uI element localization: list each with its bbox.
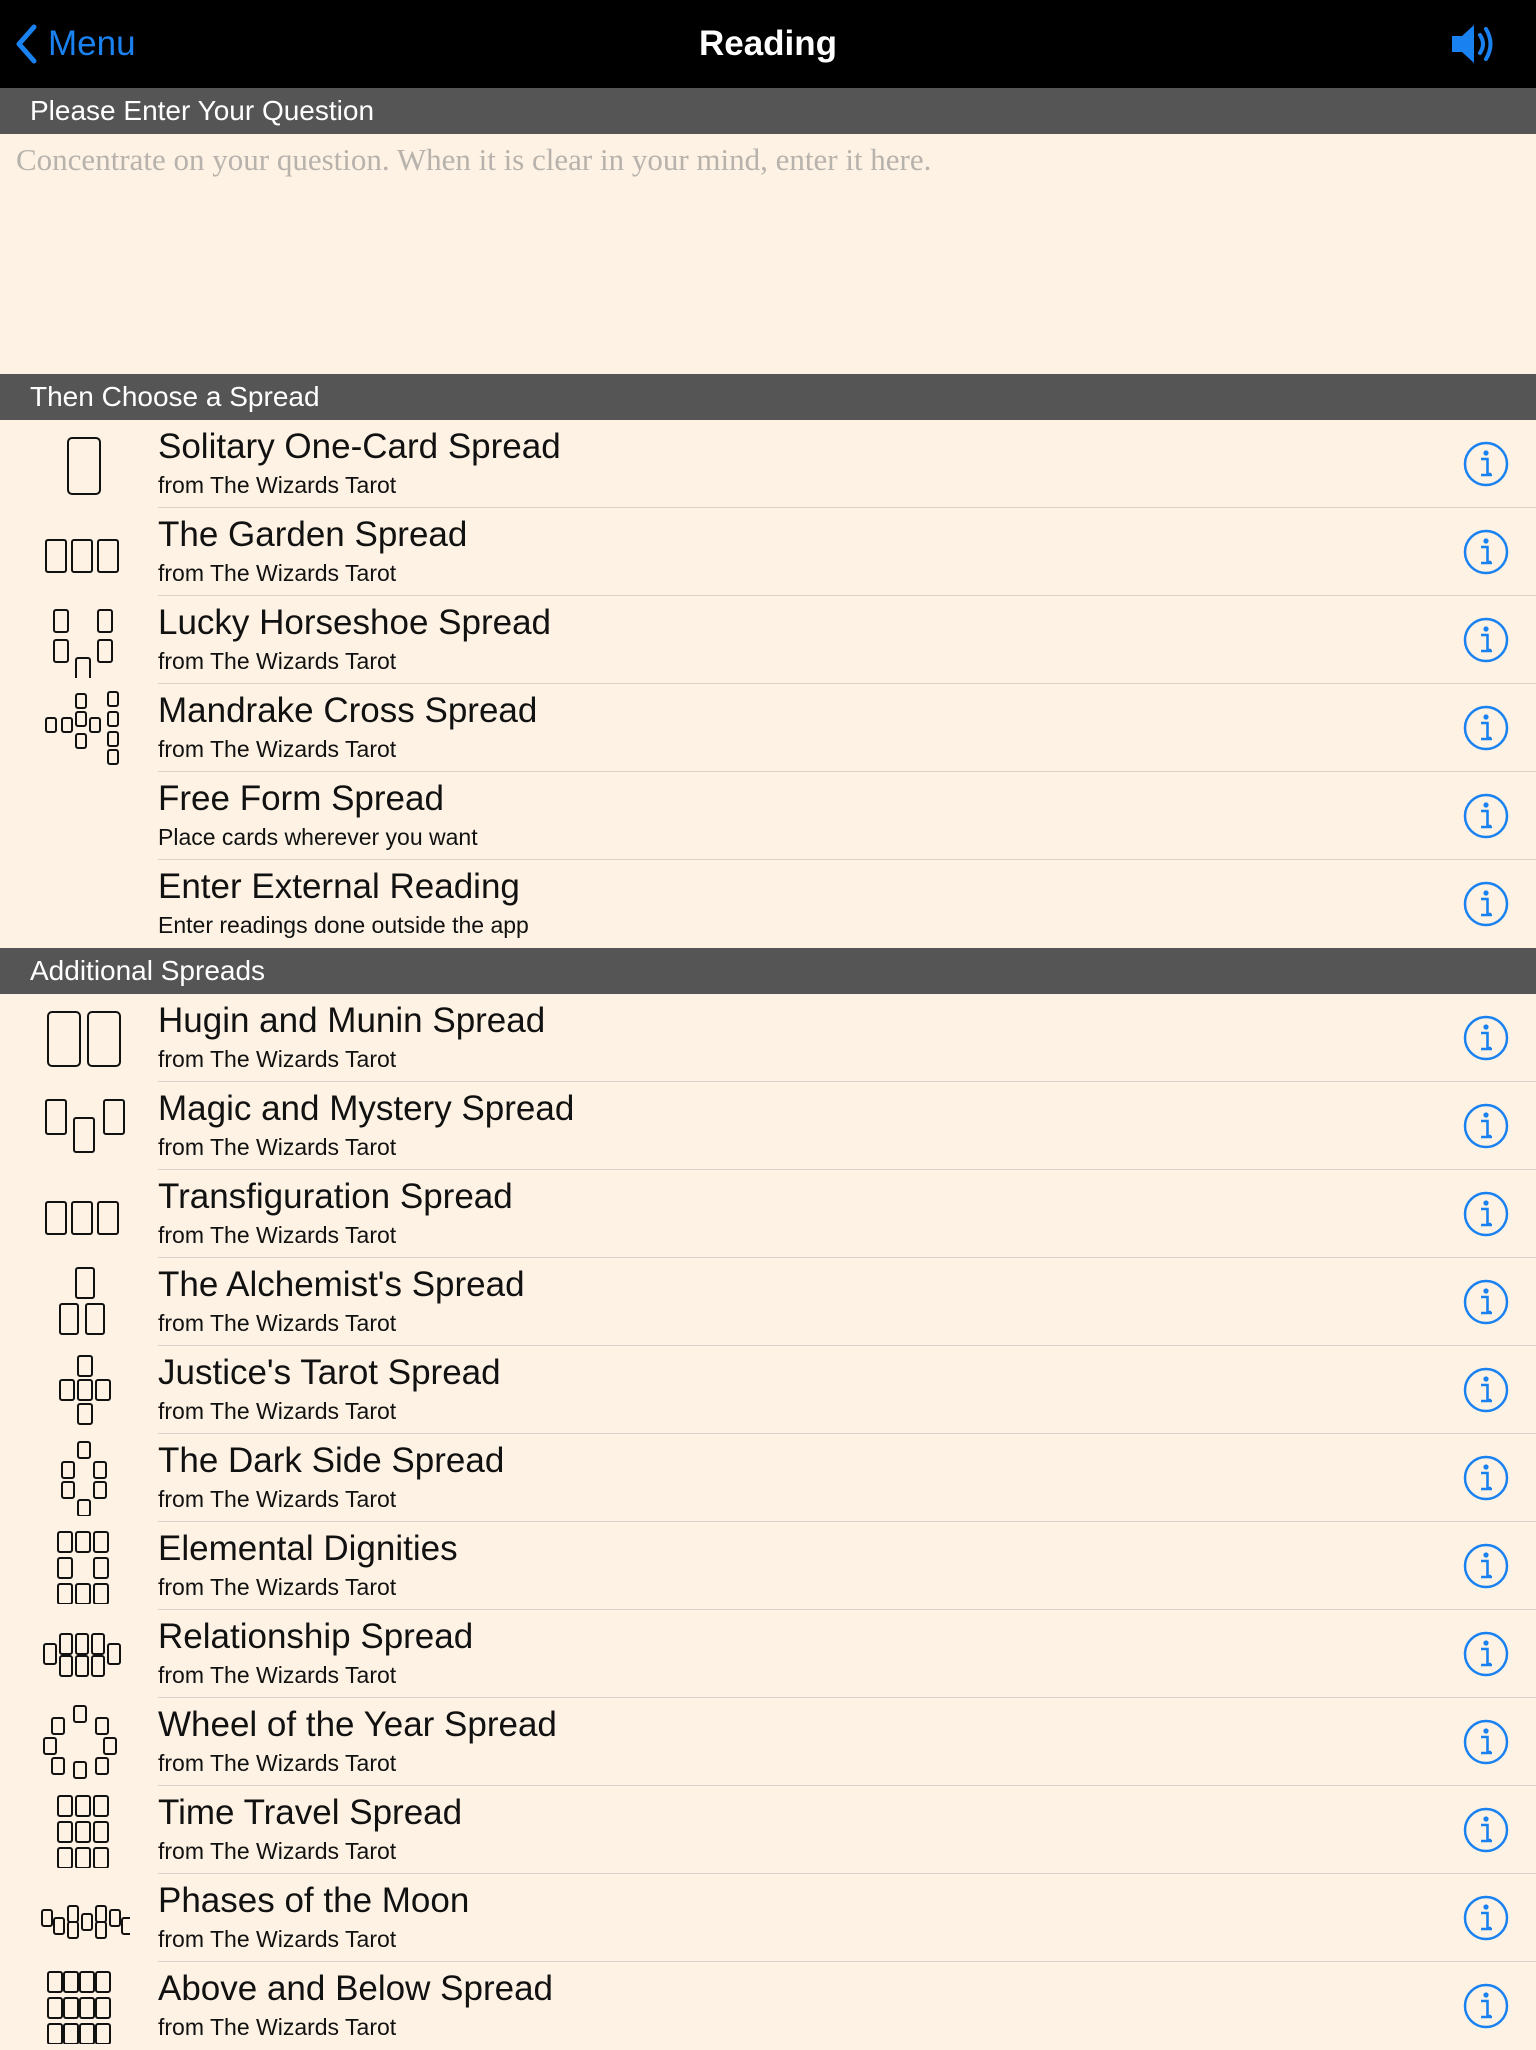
card-slot (78, 1404, 92, 1424)
spread-subtitle: from The Wizards Tarot (158, 736, 397, 762)
info-icon (1462, 1278, 1510, 1326)
info-icon (1462, 1014, 1510, 1062)
card-slot (94, 1462, 106, 1478)
spread-subtitle: from The Wizards Tarot (158, 1310, 397, 1336)
card-slot (54, 610, 68, 632)
spread-row-elemental-dignities[interactable] (0, 1522, 1536, 1610)
card-slot (64, 2024, 78, 2044)
card-slot (60, 1656, 72, 1676)
card-slot (96, 1972, 110, 1992)
card-slot (58, 1848, 72, 1868)
transfiguration-spread-spread-layout-icon (38, 1176, 130, 1252)
lucky-horseshoe-spread-spread-layout-icon (38, 602, 130, 678)
spread-row-enter-external-reading[interactable] (0, 860, 1536, 948)
card-slot (68, 438, 100, 494)
info-icon (1462, 1190, 1510, 1238)
the-garden-spread-spread-layout-icon (38, 514, 130, 590)
card-slot (90, 718, 100, 732)
spread-subtitle: from The Wizards Tarot (158, 1838, 397, 1864)
spread-subtitle: from The Wizards Tarot (158, 1134, 397, 1160)
card-slot (76, 1822, 90, 1842)
solitary-one-card-spread-spread-layout-icon (38, 426, 130, 502)
question-area (0, 134, 1536, 374)
spread-row-the-dark-side-spread[interactable] (0, 1434, 1536, 1522)
card-slot (104, 1100, 124, 1134)
card-slot (96, 1718, 108, 1734)
spread-row-justice-s-tarot-spread[interactable] (0, 1346, 1536, 1434)
spread-row-free-form-spread[interactable] (0, 772, 1536, 860)
spread-subtitle: from The Wizards Tarot (158, 472, 397, 498)
card-slot (110, 1910, 120, 1926)
card-slot (80, 1998, 94, 2018)
info-button[interactable] (1462, 440, 1510, 488)
spread-title: Magic and Mystery Spread (158, 1089, 575, 1128)
card-slot (108, 750, 118, 764)
card-slot (94, 1584, 108, 1604)
the-dark-side-spread-spread-layout-icon (38, 1440, 130, 1516)
magic-and-mystery-spread-spread-layout-icon (38, 1088, 130, 1164)
spread-title: Elemental Dignities (158, 1529, 458, 1568)
card-slot (76, 1584, 90, 1604)
card-slot (88, 1012, 120, 1066)
wheel-of-the-year-spread-spread-layout-icon (38, 1704, 130, 1780)
card-slot (76, 1848, 90, 1868)
card-slot (76, 1796, 90, 1816)
card-slot (86, 1304, 104, 1334)
card-slot (46, 718, 56, 732)
spread-title: Transfiguration Spread (158, 1177, 513, 1216)
card-slot (80, 1972, 94, 1992)
info-button[interactable] (1462, 1894, 1510, 1942)
card-slot (42, 1910, 52, 1926)
info-button[interactable] (1462, 1806, 1510, 1854)
spread-subtitle: from The Wizards Tarot (158, 1398, 397, 1424)
info-icon (1462, 1630, 1510, 1678)
card-slot (76, 1656, 88, 1676)
card-slot (92, 1634, 104, 1654)
chevron-left-icon (14, 23, 38, 65)
card-slot (76, 734, 86, 748)
card-slot (72, 540, 92, 572)
spread-row-magic-and-mystery-spread[interactable] (0, 1082, 1536, 1170)
info-button[interactable] (1462, 1718, 1510, 1766)
speaker-icon (1448, 20, 1500, 68)
card-slot (78, 1500, 90, 1516)
spread-subtitle: from The Wizards Tarot (158, 1046, 397, 1072)
spread-row-solitary-one-card-spread[interactable] (0, 420, 1536, 508)
question-input[interactable] (0, 134, 1536, 374)
card-slot (74, 1118, 94, 1152)
card-slot (64, 1998, 78, 2018)
card-slot (68, 1906, 78, 1922)
info-icon (1462, 1454, 1510, 1502)
spread-row-phases-of-the-moon[interactable] (0, 1874, 1536, 1962)
info-icon (1462, 1102, 1510, 1150)
spread-title: Hugin and Munin Spread (158, 1001, 546, 1040)
spread-title: The Garden Spread (158, 515, 468, 554)
spread-title: Free Form Spread (158, 779, 444, 818)
card-slot (96, 1906, 106, 1922)
spread-row-time-travel-spread[interactable] (0, 1786, 1536, 1874)
info-icon (1462, 1366, 1510, 1414)
card-slot (64, 1972, 78, 1992)
card-slot (108, 712, 118, 726)
card-slot (58, 1532, 72, 1552)
info-icon (1462, 792, 1510, 840)
info-button[interactable] (1462, 1454, 1510, 1502)
info-button[interactable] (1462, 1366, 1510, 1414)
question-section-header: Please Enter Your Question (0, 88, 1536, 134)
card-slot (54, 640, 68, 662)
card-slot (68, 1922, 78, 1938)
card-slot (48, 1998, 62, 2018)
card-slot (48, 2024, 62, 2044)
card-slot (58, 1796, 72, 1816)
card-slot (52, 1758, 64, 1774)
info-button[interactable] (1462, 880, 1510, 928)
info-icon (1462, 1894, 1510, 1942)
spread-subtitle: from The Wizards Tarot (158, 1926, 397, 1952)
additional-section-header: Additional Spreads (0, 948, 1536, 994)
info-button[interactable] (1462, 528, 1510, 576)
info-button[interactable] (1462, 1630, 1510, 1678)
card-slot (122, 1918, 130, 1934)
back-button-label: Menu (48, 24, 136, 63)
info-button[interactable] (1462, 1542, 1510, 1590)
card-slot (54, 1918, 64, 1934)
card-slot (94, 1532, 108, 1552)
additional-spread-list (0, 994, 1536, 2050)
spread-section-header: Then Choose a Spread (0, 374, 1536, 420)
info-button[interactable] (1462, 1014, 1510, 1062)
above-and-below-spread-spread-layout-icon (38, 1968, 130, 2044)
card-slot (104, 1738, 116, 1754)
spread-row-relationship-spread[interactable] (0, 1610, 1536, 1698)
card-slot (108, 732, 118, 746)
card-slot (76, 1268, 94, 1298)
card-slot (58, 1584, 72, 1604)
spread-subtitle: from The Wizards Tarot (158, 1574, 397, 1600)
card-slot (60, 1634, 72, 1654)
spread-title: Above and Below Spread (158, 1969, 553, 2008)
back-button[interactable] (14, 0, 136, 88)
info-icon (1462, 880, 1510, 928)
justice-s-tarot-spread-spread-layout-icon (38, 1352, 130, 1428)
spread-subtitle: from The Wizards Tarot (158, 1750, 397, 1776)
card-slot (76, 712, 86, 726)
card-slot (94, 1558, 108, 1578)
info-icon (1462, 704, 1510, 752)
info-button[interactable] (1462, 704, 1510, 752)
spread-row-the-garden-spread[interactable] (0, 508, 1536, 596)
card-slot (98, 610, 112, 632)
hugin-and-munin-spread-spread-layout-icon (38, 1000, 130, 1076)
card-slot (94, 1482, 106, 1498)
card-slot (76, 658, 90, 678)
spread-subtitle: from The Wizards Tarot (158, 1222, 397, 1248)
elemental-dignities-spread-layout-icon (38, 1528, 130, 1604)
spread-row-above-and-below-spread[interactable] (0, 1962, 1536, 2050)
info-button[interactable] (1462, 616, 1510, 664)
spread-row-wheel-of-the-year-spread[interactable] (0, 1698, 1536, 1786)
card-slot (44, 1644, 56, 1664)
card-slot (58, 1822, 72, 1842)
card-slot (80, 2024, 94, 2044)
page-title: Reading (698, 24, 838, 63)
card-slot (48, 1012, 80, 1066)
card-slot (62, 1462, 74, 1478)
card-slot (62, 718, 72, 732)
spread-title: Enter External Reading (158, 867, 520, 906)
card-slot (94, 1848, 108, 1868)
spread-row-mandrake-cross-spread[interactable] (0, 684, 1536, 772)
card-slot (76, 1634, 88, 1654)
sound-button[interactable] (1448, 20, 1500, 68)
card-slot (60, 1304, 78, 1334)
card-slot (96, 1922, 106, 1938)
info-icon (1462, 1982, 1510, 2030)
spread-title: Justice's Tarot Spread (158, 1353, 501, 1392)
spread-row-lucky-horseshoe-spread[interactable] (0, 596, 1536, 684)
info-icon (1462, 1806, 1510, 1854)
spread-subtitle: from The Wizards Tarot (158, 648, 397, 674)
card-slot (52, 1718, 64, 1734)
card-slot (98, 540, 118, 572)
card-slot (78, 1380, 92, 1400)
spread-title: Lucky Horseshoe Spread (158, 603, 551, 642)
phases-of-the-moon-spread-layout-icon (38, 1880, 130, 1956)
info-button[interactable] (1462, 1190, 1510, 1238)
card-slot (78, 1442, 90, 1458)
card-slot (76, 694, 86, 708)
card-slot (44, 1738, 56, 1754)
info-button[interactable] (1462, 792, 1510, 840)
card-slot (48, 1972, 62, 1992)
card-slot (98, 1202, 118, 1234)
info-button[interactable] (1462, 1102, 1510, 1150)
card-slot (96, 1380, 110, 1400)
spread-title: The Alchemist's Spread (158, 1265, 525, 1304)
the-alchemist-s-spread-spread-layout-icon (38, 1264, 130, 1340)
info-icon (1462, 1718, 1510, 1766)
card-slot (46, 1100, 66, 1134)
spread-subtitle: from The Wizards Tarot (158, 560, 397, 586)
card-slot (92, 1656, 104, 1676)
card-slot (76, 1532, 90, 1552)
info-button[interactable] (1462, 1982, 1510, 2030)
card-slot (94, 1796, 108, 1816)
info-icon (1462, 616, 1510, 664)
spread-title: The Dark Side Spread (158, 1441, 505, 1480)
card-slot (96, 1998, 110, 2018)
mandrake-cross-spread-spread-layout-icon (38, 690, 130, 766)
card-slot (58, 1558, 72, 1578)
info-button[interactable] (1462, 1278, 1510, 1326)
spread-row-transfiguration-spread[interactable] (0, 1170, 1536, 1258)
spread-subtitle: from The Wizards Tarot (158, 1662, 397, 1688)
card-slot (82, 1914, 92, 1930)
card-slot (46, 1202, 66, 1234)
spread-subtitle: Enter readings done outside the app (158, 912, 529, 938)
info-icon (1462, 528, 1510, 576)
card-slot (74, 1706, 86, 1722)
spread-row-the-alchemist-s-spread[interactable] (0, 1258, 1536, 1346)
relationship-spread-spread-layout-icon (38, 1616, 130, 1692)
card-slot (94, 1822, 108, 1842)
spread-title: Time Travel Spread (158, 1793, 463, 1832)
spread-title: Mandrake Cross Spread (158, 691, 538, 730)
spread-list (0, 420, 1536, 948)
card-slot (62, 1482, 74, 1498)
spread-title: Phases of the Moon (158, 1881, 470, 1920)
spread-row-hugin-and-munin-spread[interactable] (0, 994, 1536, 1082)
card-slot (72, 1202, 92, 1234)
info-icon (1462, 1542, 1510, 1590)
card-slot (108, 1644, 120, 1664)
spread-subtitle: from The Wizards Tarot (158, 1486, 397, 1512)
time-travel-spread-spread-layout-icon (38, 1792, 130, 1868)
nav-bar (0, 0, 1536, 88)
info-icon (1462, 440, 1510, 488)
spread-title: Relationship Spread (158, 1617, 474, 1656)
card-slot (96, 2024, 110, 2044)
spread-title: Solitary One-Card Spread (158, 427, 561, 466)
card-slot (46, 540, 66, 572)
spread-title: Wheel of the Year Spread (158, 1705, 557, 1744)
card-slot (78, 1356, 92, 1376)
card-slot (98, 640, 112, 662)
spread-subtitle: from The Wizards Tarot (158, 2014, 397, 2040)
card-slot (60, 1380, 74, 1400)
card-slot (108, 692, 118, 706)
card-slot (74, 1762, 86, 1778)
spread-subtitle: Place cards wherever you want (158, 824, 478, 850)
card-slot (96, 1758, 108, 1774)
